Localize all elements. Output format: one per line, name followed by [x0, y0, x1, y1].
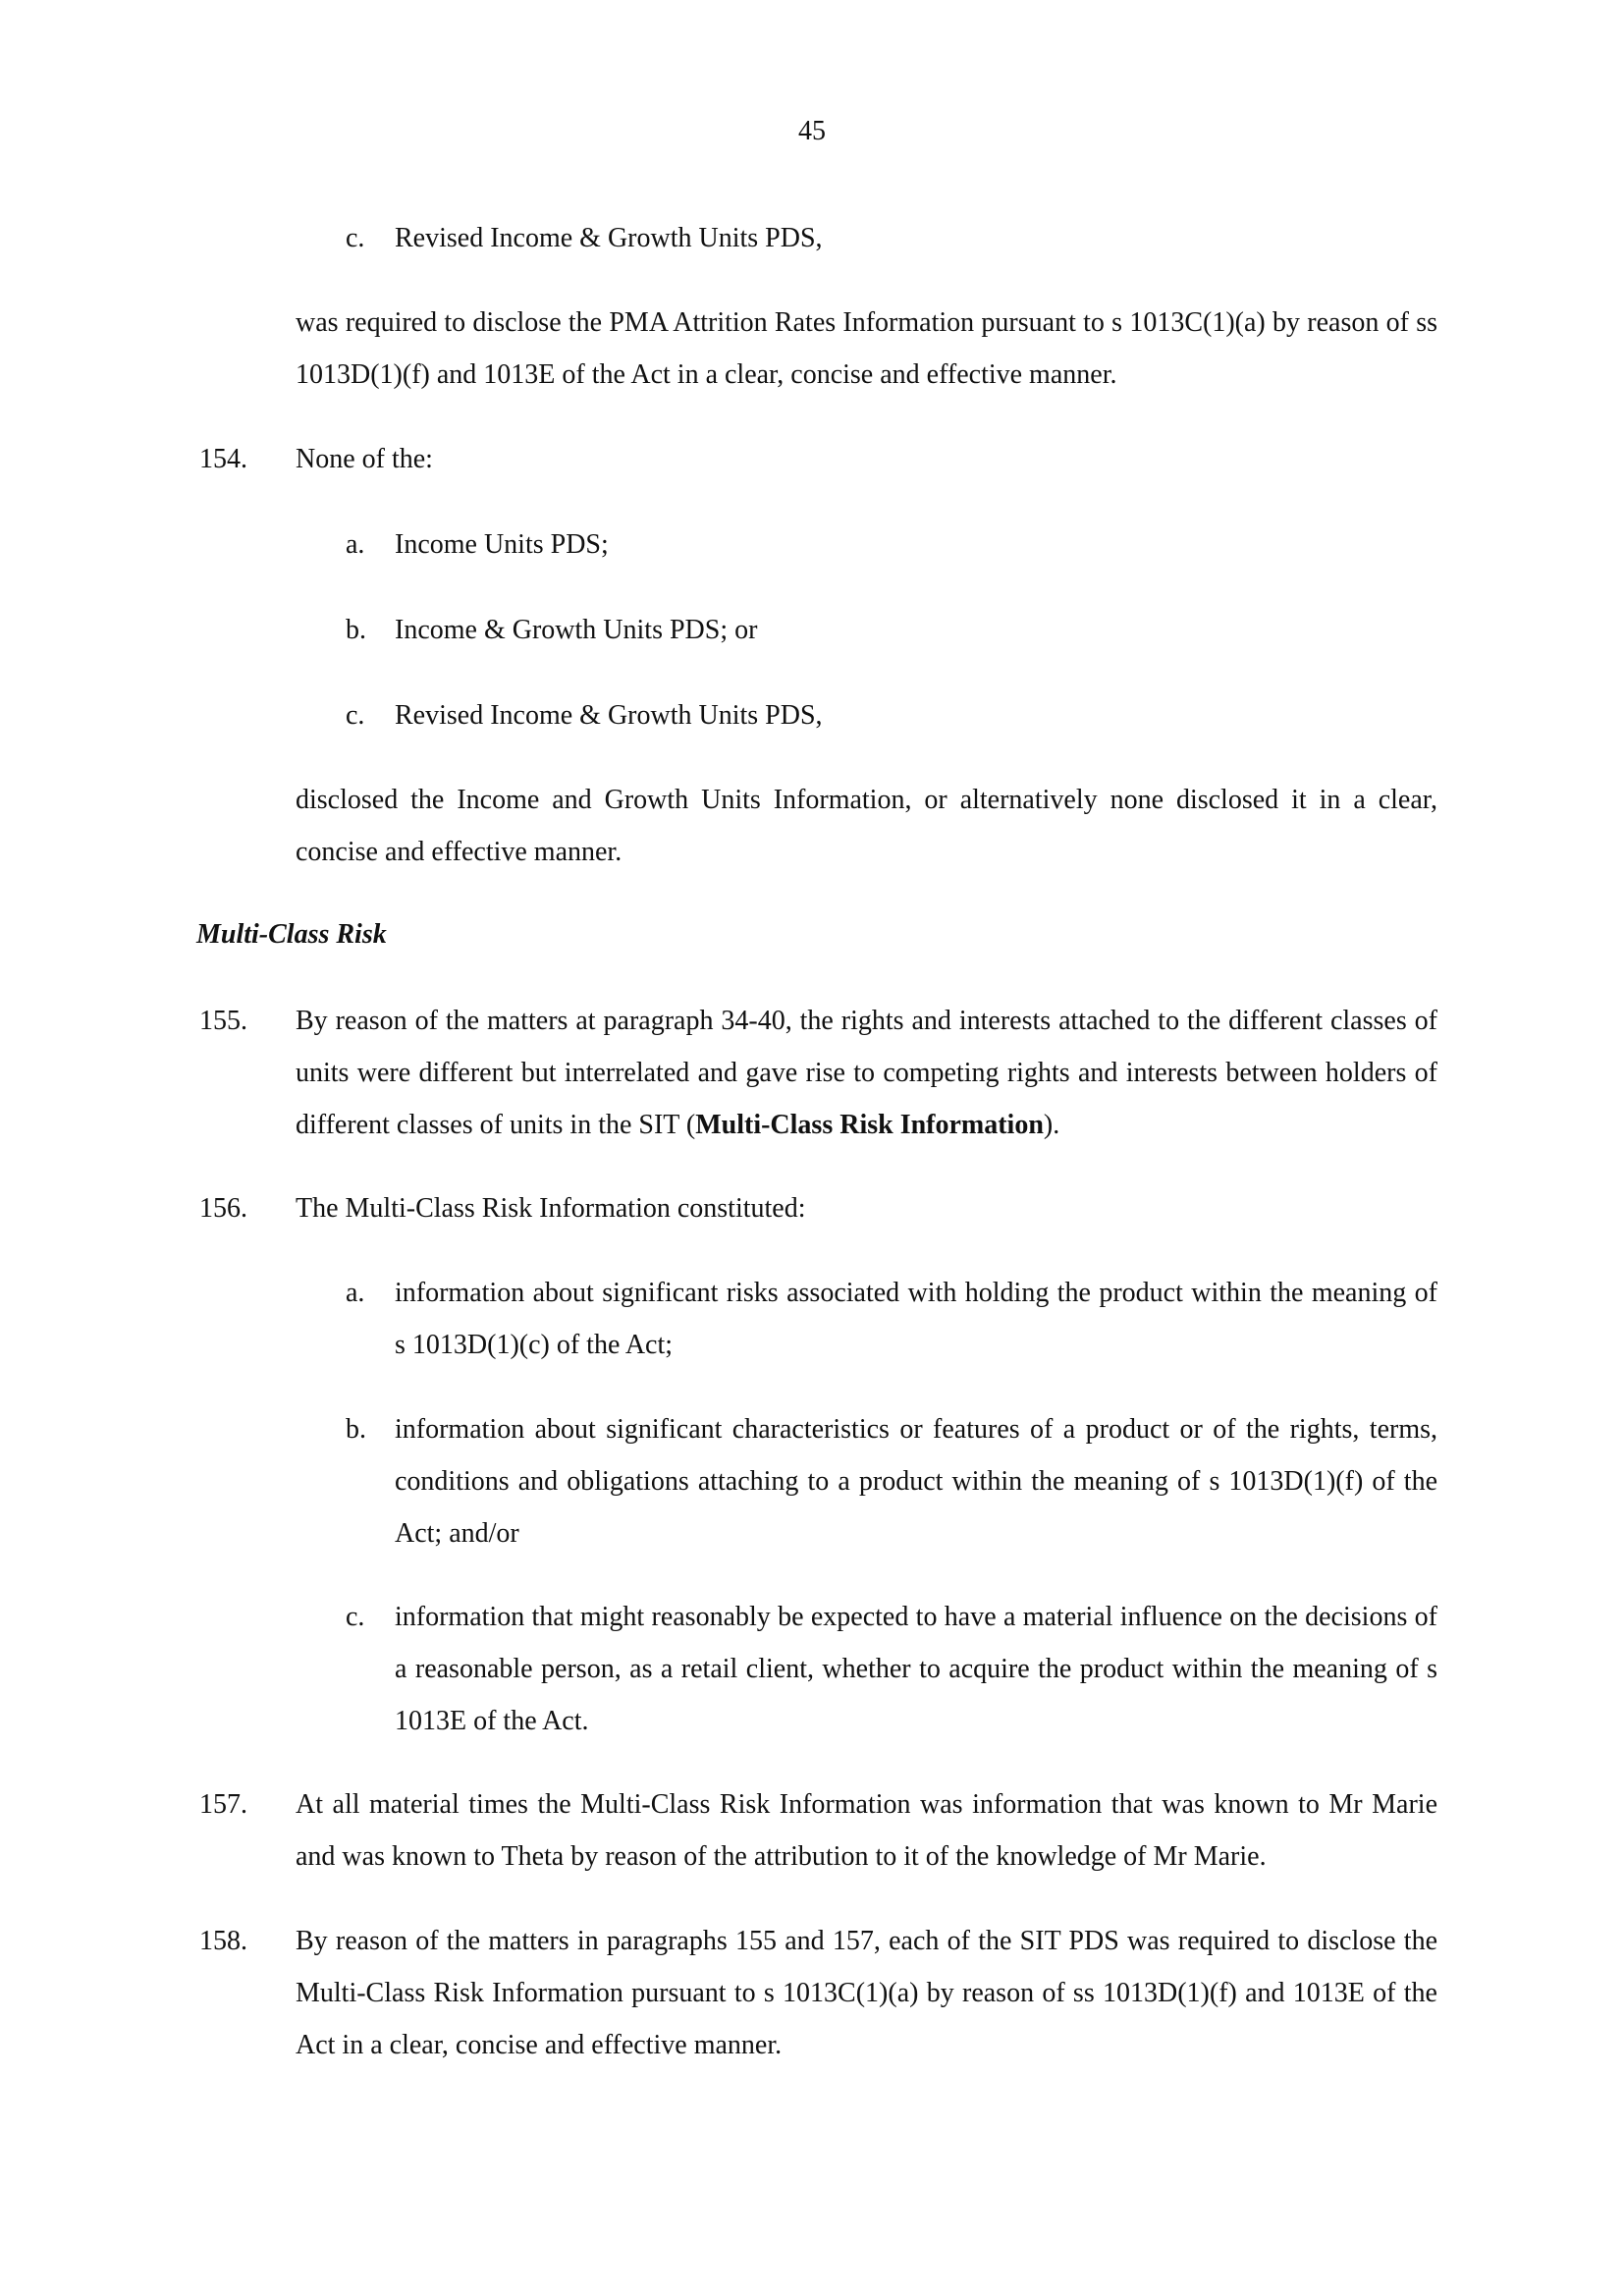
list-item-text: information that might reasonably be expected to have a material influence on the decisions of a reasonable person, as a retail client, whether to acquire the product within the meaning of s 1013E of the Act. — [395, 1602, 1437, 1736]
paragraph-continuation: was required to disclose the PMA Attrition Rates Information pursuant to s 1013C(1)(a) by reason of ss 1013D(1)(f) and 1013E of the Act in a clear, concise and effective manner. — [296, 307, 1437, 390]
paragraph-text: None of the: — [296, 444, 433, 474]
list-item-letter: c. — [346, 700, 365, 731]
list-item-letter: a. — [346, 529, 365, 560]
list-item-letter: c. — [346, 1602, 365, 1632]
list-item-text: information about significant characteristics or features of a product or of the rights, terms, conditions and obligations attaching to a product within the meaning of s 1013D(1)(f) of the Act; and/or — [395, 1414, 1437, 1549]
defined-term: Multi-Class Risk Information — [695, 1110, 1044, 1140]
list-item-text: Revised Income & Growth Units PDS, — [395, 700, 823, 731]
paragraph-number: 158. — [199, 1926, 247, 1956]
list-item-text: information about significant risks associated with holding the product within the meaning of s 1013D(1)(c) of the Act; — [395, 1278, 1437, 1360]
paragraph-text-part: By reason of the matters at paragraph 34-40, the rights and interests attached to the different classes of units were different but interrelated and gave rise to competing rights and interests between holders of different classes of units in the SIT ( — [296, 1006, 1437, 1140]
paragraph-number: 154. — [199, 444, 247, 474]
paragraph-number: 156. — [199, 1193, 247, 1224]
list-item-letter: a. — [346, 1278, 365, 1308]
list-item-text: Income & Growth Units PDS; or — [395, 615, 758, 645]
list-item-letter: b. — [346, 1414, 366, 1445]
paragraph-number: 157. — [199, 1789, 247, 1820]
list-item-text: Income Units PDS; — [395, 529, 609, 560]
list-item-letter: b. — [346, 615, 366, 645]
paragraph-text — [296, 995, 1437, 1151]
section-heading: Multi-Class Risk — [196, 919, 387, 950]
paragraph-continuation: disclosed the Income and Growth Units Information, or alternatively none disclosed it in a clear, concise and effective manner. — [296, 785, 1437, 867]
list-item-text: Revised Income & Growth Units PDS, — [395, 223, 823, 253]
paragraph-number: 155. — [199, 1006, 247, 1036]
list-item-letter: c. — [346, 223, 365, 253]
page-number: 45 — [798, 116, 826, 146]
paragraph-text: By reason of the matters in paragraphs 155 and 157, each of the SIT PDS was required to disclose the Multi-Class Risk Information pursuant to s 1013C(1)(a) by reason of ss 1013D(1)(f) and 1013E of the Act in a clear, concise and effective manner. — [296, 1926, 1437, 2060]
paragraph-text-part: ). — [1043, 1110, 1060, 1140]
paragraph-text: The Multi-Class Risk Information constituted: — [296, 1193, 806, 1224]
paragraph-text: At all material times the Multi-Class Risk Information was information that was known to Mr Marie and was known to Theta by reason of the attribution to it of the knowledge of Mr Marie. — [296, 1789, 1437, 1872]
